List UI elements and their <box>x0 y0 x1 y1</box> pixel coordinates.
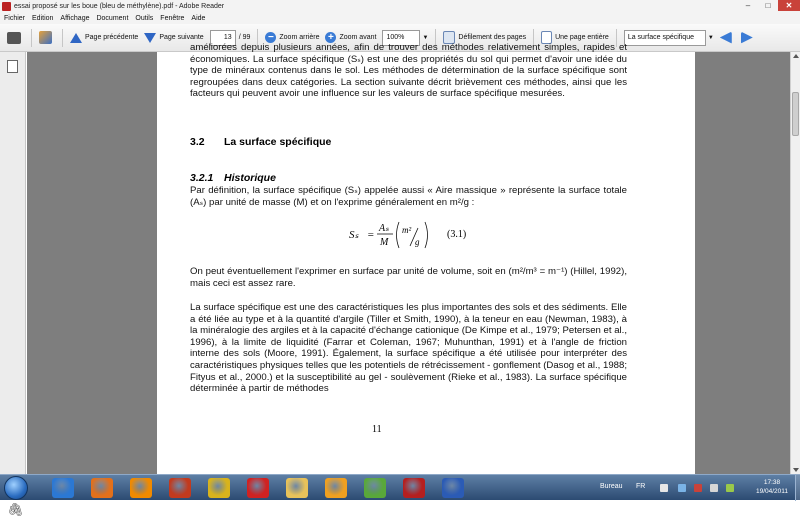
close-button[interactable]: ✕ <box>778 0 800 11</box>
menu-affichage[interactable]: Affichage <box>60 14 90 22</box>
clock[interactable] <box>750 478 794 496</box>
document-page <box>157 42 695 474</box>
subsection-number: 3.2.1 <box>190 172 214 184</box>
menu-fenetre[interactable]: Fenêtre <box>160 14 185 22</box>
zoom-in-label: Zoom avant <box>339 34 377 41</box>
desktop-label[interactable]: Bureau <box>600 483 623 490</box>
adobe-reader-app-icon <box>2 2 11 11</box>
share-icon <box>39 31 52 44</box>
forward-button[interactable] <box>738 28 759 48</box>
paragraph-intro: améliorées depuis plusieurs années, afin de trouver des méthodes relativement simples, rapides et économiques. La surface spécifique (Sₛ) est une des propriétés du sol qui permet d'avoir une idée du type de minéraux contenus dans le sol. Les méthodes de détermination de la surface spécifique sont regroupées dans deux catégories. La section suivante décrit brièvement ces méthodes, ainsi que les facteurs qui peuvent avoir une influence sur les valeurs de surface spécifique mesurées. <box>190 42 627 100</box>
toolbar-divider <box>31 29 32 47</box>
previous-page-button[interactable] <box>67 28 141 48</box>
print-button[interactable] <box>4 28 27 48</box>
menu-document[interactable]: Document <box>96 14 129 22</box>
show-desktop-button[interactable] <box>795 475 800 501</box>
paragraph-main: La surface spécifique est une des caractéristiques les plus importantes des sols et des sédiments. Elle a été liée au type et à la quantité d'argile (Tiller et Smith, 1990), à la teneur en eau (Newman, 1983), à la minéralogie des argiles et à la capacité d'échange cationique (De Kimpe et al., 1979; Petersen et al., 1996), à la limite de liquidité (Farrar et Coleman, 1967; Muhunthan, 1991) et à l'angle de friction interne des sols (Moore, 1991). Également, la surface spécifique a été utilisée pour interpréter des caractéristiques physiques telles que les potentiels de rétrécissement - gonflement (Dasog et al., 1988; Fityus et al., 2000.) et la susceptibilité au gel - soulèvement (Rieke et al., 1983). La surface spécifique déterminée à partir de méthodes <box>190 302 628 395</box>
archive-icon[interactable] <box>208 478 230 498</box>
page-number: 11 <box>372 424 382 435</box>
menu-bar <box>0 12 800 24</box>
subsection-heading <box>190 172 276 184</box>
vlc-icon[interactable] <box>130 478 152 498</box>
battery-icon[interactable] <box>726 484 734 492</box>
navigation-select[interactable] <box>621 28 717 48</box>
messenger-icon[interactable] <box>364 478 386 498</box>
scroll-down-icon[interactable] <box>793 468 799 472</box>
formula-unit-denominator: g <box>415 237 420 247</box>
zoom-in-icon: + <box>325 32 336 43</box>
start-button[interactable] <box>4 476 28 500</box>
title-bar <box>0 0 800 12</box>
minimize-button[interactable]: – <box>745 1 751 10</box>
paragraph-definition: Par définition, la surface spécifique (Sₛ) appelée aussi « Aire massique » représente la surface totale (Aₛ) par unité de masse (M) et on l'exprime généralement en m²/g : <box>190 185 627 208</box>
antivirus-icon[interactable] <box>247 478 269 498</box>
menu-fichier[interactable]: Fichier <box>4 14 26 22</box>
nero-icon[interactable] <box>169 478 191 498</box>
paragraph-volume: On peut éventuellement l'exprimer en surface par unité de volume, soit en (m²/m³ = m⁻¹) (Hillel, 1992), mais ceci est assez rare. <box>190 266 627 289</box>
zoom-out-icon: − <box>265 32 276 43</box>
zoom-value[interactable]: 100% <box>382 30 420 46</box>
page-number-input[interactable]: 13 <box>210 30 236 46</box>
volume-icon[interactable] <box>710 484 718 492</box>
arrow-right-icon <box>741 32 753 44</box>
document-viewport[interactable] <box>27 42 790 474</box>
zoom-out-label: Zoom arrière <box>279 34 320 41</box>
media-player-icon[interactable] <box>325 478 347 498</box>
firefox-icon[interactable] <box>91 478 113 498</box>
full-page-label: Une page entière <box>555 34 609 41</box>
scrollbar-thumb[interactable] <box>792 92 799 136</box>
page-total: / 99 <box>238 34 251 41</box>
section-number: 3.2 <box>190 136 205 148</box>
section-title: La surface spécifique <box>224 136 332 148</box>
arrow-down-icon <box>144 33 156 43</box>
scroll-pages-label: Défilement des pages <box>458 34 527 41</box>
chevron-down-icon[interactable]: ▼ <box>707 34 714 41</box>
formula-equals: = <box>367 229 375 241</box>
share-button[interactable] <box>36 28 58 48</box>
window-title: essai proposé sur les boue (bleu de méthylène).pdf - Adobe Reader <box>14 2 225 10</box>
taskbar <box>0 474 800 500</box>
formula-numerator: Aₛ <box>379 223 389 234</box>
arrow-left-icon <box>720 32 732 44</box>
menu-aide[interactable]: Aide <box>191 14 206 22</box>
printer-icon <box>7 32 21 44</box>
navigation-panel <box>0 52 26 517</box>
word-icon[interactable] <box>442 478 464 498</box>
back-button[interactable] <box>717 28 738 48</box>
menu-edition[interactable]: Edition <box>32 14 54 22</box>
section-heading <box>190 136 331 148</box>
pages-panel-icon[interactable] <box>7 60 18 73</box>
left-paren <box>397 222 400 248</box>
antivirus-tray-icon[interactable] <box>694 484 702 492</box>
formula-lhs: Sₛ <box>349 229 359 241</box>
navigation-select-value[interactable]: La surface spécifique <box>624 30 706 46</box>
equation-number: (3.1) <box>447 229 467 240</box>
next-page-label: Page suivante <box>159 34 204 41</box>
internet-explorer-icon[interactable] <box>52 478 74 498</box>
language-indicator[interactable]: FR <box>636 483 646 490</box>
scroll-up-icon[interactable] <box>793 54 799 58</box>
formula-unit-numerator: m² <box>402 225 412 235</box>
attachment-icon[interactable]: 🖇 <box>7 502 24 517</box>
vertical-scrollbar[interactable] <box>790 52 800 474</box>
menu-outils[interactable]: Outils <box>135 14 154 22</box>
maximize-button[interactable]: □ <box>765 1 771 10</box>
toolbar-divider <box>62 29 63 47</box>
clock-date: 19/04/2011 <box>755 488 789 495</box>
right-paren <box>425 222 428 248</box>
formula-denominator: M <box>380 237 389 248</box>
adobe-reader-icon[interactable] <box>403 478 425 498</box>
clock-time: 17:38 <box>763 479 781 486</box>
help-icon[interactable] <box>660 484 668 492</box>
previous-page-label: Page précédente <box>85 34 139 41</box>
arrow-up-icon <box>70 33 82 43</box>
folder-icon[interactable] <box>286 478 308 498</box>
subsection-title: Historique <box>224 172 276 184</box>
network-icon[interactable] <box>678 484 686 492</box>
chevron-down-icon[interactable]: ▼ <box>422 34 429 41</box>
